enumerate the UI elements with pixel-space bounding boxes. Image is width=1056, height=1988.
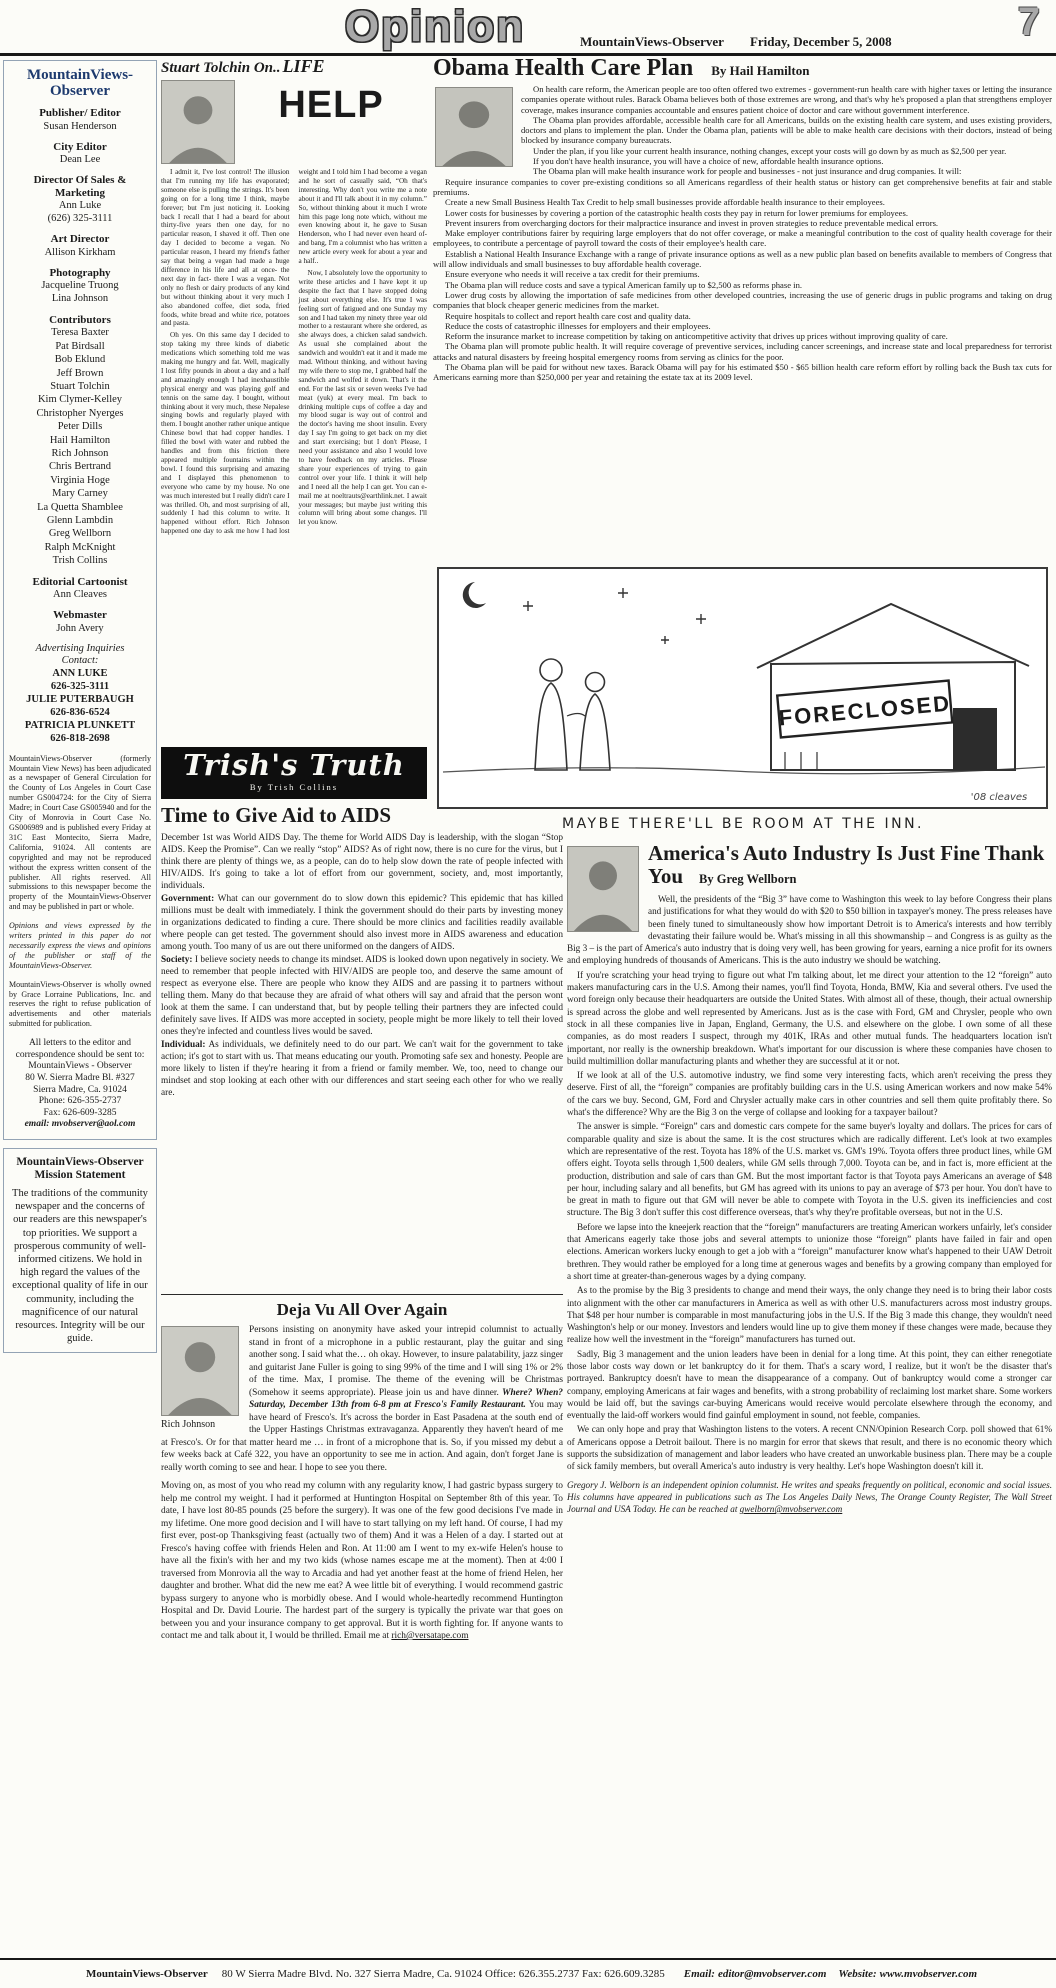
contributor-name: Christopher Nyerges: [36, 407, 124, 419]
auto-paragraph: Sadly, Big 3 management and the union leaders have been in denial for a long time. At this point, they can either renegotiate those labor costs way down or let bankruptcy do it for them. That's a scary word, I realize, but it won't be the disaster that's portrayed. Bankruptcy doesn't have to mean the disappearance of a company. Out of bankruptcy would come a stronger car company, employing Americans at fair wages and benefits, with a strong probability of reclaiming lost market share. Some workers would be laid off, but the savings car-buying Americans would receive would percolate elsewhere through the economy, and eventually the laid-off workers would find gainful employment in sound, not feeble, companies.: [567, 1348, 1052, 1421]
tolchin-header-row: [161, 80, 427, 164]
auto-body: [567, 893, 1052, 1473]
greg-wellborn-photo: [567, 846, 639, 932]
contributor-name: Stuart Tolchin: [50, 380, 110, 392]
contributor-name: Glenn Lambdin: [46, 515, 114, 526]
footer-paper-name: MountainViews-Observer: [85, 1968, 208, 1980]
advertising-contact: ANN LUKE: [52, 667, 108, 679]
dejavu-headline: Deja Vu All Over Again: [276, 1300, 448, 1319]
contributor-name: Rich Johnson: [51, 447, 109, 459]
tolchin-paragraph: I admit it, I've lost control! The illusion that I'm running my life has evaporated; someone else is pulling the strings. It's been going on for a long time I think, maybe forever; but I'm just noticing it. Looking back I recall that I had a beard for about thirty-five years then one day, for no particular reason, I shaved it off. Then one day I decided to become a vegan. No particular reason, I heard my friend's father say that being a vegan had made a huge difference in his life and all at once- the next day in fact- there I was a vegan. Not only no flesh or dairy products of any kind but without thinking about it very much I also abandoned coffee, diet soda, fried foods, white bread and white rice, potatoes and pasta.: [161, 168, 290, 328]
auto-author-bio: [567, 1479, 1052, 1516]
obama-paragraph: The Obama plan will make health insurance work for people and businesses - not just insurance and drug companies. It will:: [533, 166, 962, 177]
masthead-sidebar: [3, 60, 157, 1353]
obama-paragraph: The Obama plan will reduce costs and save a typical American family up to $2,500 as reforms phase in.: [445, 279, 803, 290]
cartoon-caption: MAYBE THERE'LL BE ROOM AT THE INN.: [561, 816, 925, 832]
contributors-label: Contributors: [49, 313, 111, 326]
footer-address: 80 W Sierra Madre Blvd. No. 327 Sierra Madre, Ca. 91024 Office: 626.355.2737 Fax: 626.609.3285: [221, 1968, 665, 1980]
greg-wellborn-email-link: gwelborn@mvobserver.com: [739, 1504, 843, 1515]
aids-society-lead: Society:: [161, 955, 193, 965]
footer-email-label: Email:: [683, 1968, 715, 1980]
mission-title-1: MountainViews-Observer: [16, 1155, 144, 1168]
rich-johnson-photo: [161, 1326, 239, 1416]
aids-government-paragraph: [161, 893, 563, 953]
obama-paragraph: Prevent insurers from overcharging doctors for their malpractice insurance and invest in proven strategies to reduce preventable medical errors.: [445, 217, 939, 228]
obama-headline: Obama Health Care Plan: [433, 55, 694, 81]
obama-paragraph: Reduce the costs of catastrophic illnesses for employers and their employees.: [445, 320, 711, 331]
aids-government-lead: Government:: [161, 894, 215, 904]
cartoon-doorway: [953, 708, 997, 770]
obama-paragraph: Lower drug costs by allowing the importation of safe medicines from other developed countries, increasing the use of generic drugs in public programs and taking on drug companies that block cheaper generic medicines from the market.: [433, 289, 1052, 311]
aids-government-text: What can our government do to slow down this epidemic? This epidemic that has killed millions must be dealt with immediately. I think the government should do their parts by investing money in organizations dedicated to finding a cure. There should be more clinics and facilities readily available where people can get tested. The government should also invest more in AIDS awareness and education among youth. Too many of us are out there uniformed on the dangers of AIDS.: [161, 894, 563, 952]
tolchin-headline: HELP: [278, 84, 384, 126]
aids-article: [161, 802, 563, 1292]
sales-director-phone: (626) 325-3111: [47, 213, 113, 224]
contributor-name: Kim Clymer-Kelley: [37, 394, 123, 406]
contributors-list: [9, 326, 151, 567]
aids-body: [161, 832, 563, 1099]
auto-industry-article: [567, 842, 1052, 1856]
advertising-contact: PATRICIA PLUNKETT: [24, 719, 136, 731]
letters-block: [9, 1038, 151, 1131]
publisher-label: Publisher/ Editor: [39, 107, 121, 119]
advertising-contacts: [9, 667, 151, 745]
city-editor-label: City Editor: [53, 140, 107, 153]
legal-text-1: MountainViews-Observer (formerly Mountain View News) has been adjudicated as a newspaper of General Circulation for the County of Los Angeles in Court Case number GS004724: for the City of Sierra Madre; in Court Case GS005940 and for the City of Monrovia in Court Case No. GS006989 and is published every Friday at 31C East Montecito, Sierra Madre, California, 91024. All contents are copyrighted and may not be reproduced without the express written consent of the publisher. All rights reserved. All submissions to this newspaper become the property of the MountainViews-Observer and may be published in part or whole.: [9, 753, 151, 912]
mission-statement-box: [3, 1148, 157, 1353]
mission-title-2: Mission Statement: [34, 1168, 126, 1181]
art-director-name: Allison Kirkham: [44, 246, 116, 258]
auto-paragraph: The answer is simple. “Foreign” cars and domestic cars compete for the same buyer's loyalty and dollars. The prices for cars of comparable quality and size is about the same. It is the cost structures which are radically different. Let's look at two examples which are representative of the rest. Toyota has 18% of the U.S. market vs. GM's 19%. Toyota offers three product lines, while GM offers eight. Toyota sells through 1,500 dealers, while GM sells through 7,000. Toyota can be, and in fact is, more efficient at the production, distribution and sale of cars than GM. But the most important factor is that Toyota pays Americans an average of $48 per hour, including salary and all benefits, but GM has agreed with its unions to pay an average of $73 per hour. You don't have to be great in math to figure out that GM will never be able to compete with Toyota in the U.S. given its inefficiencies and cost structure. The Big 3 don't suffer this cost difference overseas, that's why they're profitable overseas, but not in the U.S.: [567, 1121, 1052, 1218]
aids-individual-lead: Individual:: [161, 1040, 206, 1050]
letters-address-line: Sierra Madre, Ca. 91024: [33, 1084, 127, 1095]
letters-address-line: Fax: 626-609-3285: [43, 1107, 117, 1118]
cartoon-drawing: [433, 566, 1052, 838]
portrait-silhouette-icon: [162, 1327, 238, 1415]
aids-society-text: I believe society needs to change its mindset. AIDS is looked down upon negatively in society. We need to remember that people infected with HIV/AIDS are people too, and deserve the same amount of respect as everyone else. There are people who know they AIDS and are passing it to partners without telling them. Many do that because they are afraid of what others will say and afraid that the person wont look at them the same. I can understand that, but by people telling their partners they are infected could definitely save lives. If AIDS was more accepted in society, people might be more likely to tell their loved ones they're infected and countless lives would be saved.: [161, 955, 563, 1037]
aids-intro-paragraph: [161, 832, 563, 892]
auto-paragraph: If you're scratching your head trying to figure out what I'm talking about, let me direct your attention to the 12 “foreign” auto makers manufacturing cars in the U.S. Among their names, you'll find Toyota, Honda, BMW, Kia and several others. I've used the word foreign only because their headquarters are outside the United States. With almost all of these, though, their actual ownership is spread across the globe and well represented by Americans. Just as is the case with Ford, GM and Chrysler, people who own stock in all these companies live in Japan, England, Germany, the U.S. and elsewhere on the globe. I own some of all these companies, as do most readers I suspect, through my 401K, IRAs and other mutual funds. The headquarters location isn't important, nor really is the ownership breakdown. What's important for our discussion is where these companies have chosen to build multimillion dollar manufacturing plants and whether they are successful at it or not.: [567, 969, 1052, 1066]
obama-body: [433, 84, 1052, 383]
cartoon-signature: '08 cleaves: [970, 792, 1028, 803]
letters-address: [9, 1061, 151, 1119]
trish-banner-byline: By Trish Collins: [249, 782, 339, 792]
auto-paragraph: We can only hope and pray that Washington listens to the voters. A recent CNN/Opinion Research Corp. poll showed that 61% of Americans oppose a Detroit bailout. There is no margin for error that skews that result, and there is no economic theory which supports the subsidization of management and labor leaders who have created an unworkable business plan. There may be a couple of sick family members, but overall America's auto industry is very healthy. Let's hope Washington doesn't kill it.: [567, 1424, 1052, 1472]
city-editor-name: Dean Lee: [59, 154, 101, 165]
contributor-name: Ralph McKnight: [44, 541, 116, 553]
advertising-label: [9, 643, 151, 667]
contributor-name: Pat Birdsall: [55, 340, 105, 352]
letters-intro: All letters to the editor and correspondence should be sent to:: [15, 1038, 145, 1060]
photographer-name: Lina Johnson: [51, 293, 109, 305]
sales-director-name: Ann Luke: [58, 200, 102, 211]
section-title: Opinion: [344, 2, 526, 51]
obama-paragraph: Under the plan, if you like your current health insurance, nothing changes, except your costs will go down by as much as $2,500 per year.: [533, 145, 1007, 156]
dejavu-event-details: Where? When? Saturday, December 13th from 6-8 pm at Fresco's Family Restaurant.: [249, 1387, 563, 1410]
obama-paragraph: Reform the insurance market to increase competition by taking on anticompetitive activity that drives up prices without improving quality of care.: [445, 331, 948, 342]
masthead-box: [3, 60, 157, 1140]
tolchin-paragraph: Now, I absolutely love the opportunity to write these articles and I have kept it up despite the fact that I have stopped doing just about everything else. It's true I was feeling sort of fatigued and one Sunday my son and I had taken my ninety three year old mother to a restaurant where she ordered, as she always does, a chicken salad sandwich. As usual she complained about the sandwich and wouldn't eat it and it made me mad. Without thinking, and without having my wife there to stop me, I grabbed half the sandwich and wolfed it down. That's it the end. For the last six or seven weeks I've had meat (yuk) at every meal. I'm back to drinking multiple cups of coffee a day and my blood sugar is way out of control and the doctor's having me shoot insulin. Every day I say I'm going to get back on my diet and start exercising; but I don't Please, I need your assistance and also I would love to have feedback on my articles. Please share your experiences of trying to gain control over your life. I think it will help and I need all the help I can get. You can e-mail me at noeltrauts@earthlink.net. I await your messages; but maybe just writing this column will bring about some changes. I'll let you know.: [298, 268, 427, 527]
tolchin-kicker: [161, 57, 427, 78]
advertising-label-line2: Contact:: [61, 654, 99, 666]
mission-text: The traditions of the community newspaper and the concerns of our readers are this newspaper's top priorities. We support a prosperous community of well-informed citizens. We hold in high regard the values of the exceptional quality of life in our community, including the magnificence of our natural resources. Integrity will be our guide.: [12, 1187, 148, 1345]
aids-society-paragraph: [161, 954, 563, 1038]
trish-banner-title: Trish's Truth: [183, 748, 405, 782]
page-number: 7: [1017, 0, 1040, 44]
contributor-name: Teresa Baxter: [51, 327, 109, 339]
letters-address-line: MountainViews - Observer: [28, 1061, 132, 1072]
tolchin-kicker-text: Stuart Tolchin On..: [161, 60, 281, 76]
letters-address-line: Phone: 626-355-2737: [38, 1096, 122, 1107]
contributor-name: Jeff Brown: [56, 367, 104, 379]
obama-paragraph: Require insurance companies to cover pre-existing conditions so all Americans regardless of their health status or history can get comprehensive benefits at fair and stable premiums.: [433, 176, 1052, 197]
obama-article: [433, 55, 1052, 565]
letters-email: email: mvobserver@aol.com: [24, 1119, 136, 1130]
obama-byline: By Hail Hamilton: [711, 63, 810, 78]
obama-paragraph: The Obama plan will be paid for without new taxes. Barack Obama will pay for his estimated $50 - $65 billion health care reform effort by rolling back the Bush tax cuts for Americans earning more than $250,000 per year and retaining the estate tax at its 2009 level.: [433, 362, 1052, 383]
contributor-name: Hail Hamilton: [49, 434, 111, 446]
dejavu-p1-text-2: You may have heard of Fresco's. It's across the border in East Pasadena at the south end of the Upper Hastings Christmas extravaganza. Apparently they haven't heard of me at Fresco's. Or for that matter heard me … in front of a microphone that is. So, if you missed my debut a few weeks back at Café 322, you have an opportunity to see me in action. And again, don't forget Jane is really worth coming to see and hear. I hope to see you there.: [161, 1400, 563, 1473]
auto-paragraph: Before we lapse into the kneejerk reaction that the “foreign” manufacturers are treating American workers unfairly, let's consider that Americans eagerly take those jobs and several attempts to unionize those “foreign” plants have failed in fair and open elections. American workers lucky enough to get a job with a “foreign” manufacturer know what's happened to their UAW Detroit brethren. They would rather be employed for a long time at generous wages and benefits by a growing company than employed for a short time at greater-than-generous wages by a dying company.: [567, 1221, 1052, 1281]
footer-website-link: www.mvobserver.com: [879, 1968, 978, 1980]
contributor-name: Greg Wellborn: [48, 528, 112, 540]
cartoonist-label: Editorial Cartoonist: [32, 575, 128, 588]
editorial-cartoon: [433, 566, 1052, 838]
obama-paragraph: Establish a National Health Insurance Exchange with a range of private insurance options as well as a new public plan based on benefits available to members of Congress that will allow individuals and small businesses to buy affordable health coverage.: [433, 248, 1052, 270]
auto-bio-text: Gregory J. Welborn is an independent opinion columnist. He writes and speaks frequently on political, economic and social issues. His columns have appeared in publications such as The Los Angeles Daily News, The Orange County Register, The Wall Street Journal and USA Today. He can be reached at: [567, 1479, 1052, 1515]
cartoonist-name: Ann Cleaves: [53, 589, 107, 601]
tolchin-kicker-topic: LIFE: [282, 57, 325, 76]
auto-paragraph: If we look at all of the U.S. automotive industry, we find some very interesting facts, which aren't receiving the press they deserve. First of all, the “foreign” companies are profitably building cars in the U.S. using American workers and now make 54% of the cars we buy. Second, GM, Ford and Chrysler actually make cars in other countries and sell them quite profitably there. So what's the difference? Why are the Big 3 on the verge of collapse and looking for a taxpayer bailout?: [567, 1070, 1052, 1118]
obama-paragraph: Require hospitals to collect and report health care cost and quality data.: [445, 310, 691, 321]
contributor-name: Virginia Hoge: [50, 474, 110, 486]
tolchin-column: [161, 57, 427, 747]
header-paper-name: MountainViews-Observer: [580, 34, 724, 49]
aids-intro-text: December 1st was World AIDS Day. The theme for World AIDS Day is leadership, with the slogan “Stop AIDS. Keep the Promise”. Can we really “stop” AIDS? As of right now, there is no cure for the virus, but I think there are plenty of things we, as a people, can do to help slow down the rate of people infected with HIV/AIDS. It's going to take a lot of effort from our government, society, and, most importantly, individuals.: [161, 833, 563, 891]
publisher-name: Susan Henderson: [43, 120, 117, 132]
auto-paragraph: As to the promise by the Big 3 presidents to change and mend their ways, the only change they need is to bring their labor costs into alignment with the other car manufacturers in America as well as with other U.S. manufacturers across most industry groups. That $48 per hour number is comparable in most manufacturing jobs in the U.S. If the Big 3 made this change, they wouldn't need Washington's help or our money. Investors and lenders would line up to give them money if these changes were made, because they realize how well the investment in the “foreign” manufacturers has turned out.: [567, 1285, 1052, 1345]
obama-paragraph: If you don't have health insurance, you will have a choice of new, affordable health insurance options.: [533, 156, 884, 167]
photography-names: [9, 279, 151, 306]
advertising-contact: 626-325-3111: [50, 680, 110, 692]
aids-headline: Time to Give Aid to AIDS: [161, 803, 392, 827]
legal-text-2: MountainViews-Observer is wholly owned by Grace Lorraine Publications, Inc. and reserves the right to refuse publication of advertisements and other materials submitted for publication.: [9, 979, 151, 1029]
auto-byline: By Greg Wellborn: [699, 872, 797, 886]
portrait-silhouette-icon: [568, 847, 638, 931]
legal-text-italic: Opinions and views expressed by the writers printed in this paper do not necessarily express the views and opinions of the publisher or staff of the MountainViews-Observer.: [9, 921, 151, 970]
rich-johnson-photo-block: [161, 1326, 241, 1431]
obama-paragraph: Make employer contributions fairer by requiring large employers that do not offer coverage, or make a meaningful contribution to the cost of quality health coverage for their employees, to contribute a percentage of payroll toward the costs of their employee's health care.: [433, 228, 1052, 249]
aids-individual-text: As individuals, we definitely need to do our part. We can't wait for the government to take action; it's got to start with us. That means educating our youth. Promoting safe sex and honesty. People are more likely to listen if they're hearing it from a friend or family member. We, too, need to change our mindset and stop looking at each other with our differences and start seeing each other for who we really are.: [161, 1040, 563, 1098]
photography-label: Photography: [49, 266, 111, 279]
obama-paragraph: On health care reform, the American people are too often offered two extremes - government-run health care with higher taxes or letting the insurance companies operate without rules. Barack Obama believes both of those extremes are wrong, and that's why he's proposed a plan that strengthens employer coverage, makes insurance companies accountable and ensures patient choice of doctor and care without government interference.: [521, 84, 1052, 115]
cartoon-sign-text: FORECLOSED: [777, 690, 953, 731]
contributor-name: Bob Eklund: [54, 354, 106, 366]
page-footer: [0, 1958, 1056, 1988]
stuart-tolchin-photo: [161, 80, 235, 164]
contributor-name: Trish Collins: [52, 555, 108, 567]
photographer-name: Jacqueline Truong: [41, 280, 119, 291]
advertising-label-line1: Advertising Inquiries: [35, 642, 125, 654]
advertising-contact: 626-836-6524: [50, 706, 110, 718]
obama-paragraph: The Obama plan provides affordable, accessible health care for all Americans, builds on the existing health care system, and uses existing providers, doctors and plans to implement the plan. Under the Obama plan, patients will be able to make health care decisions with their doctors, instead of being blocked by insurance company bureaucrats.: [521, 114, 1052, 146]
portrait-silhouette-icon: [436, 88, 512, 166]
dejavu-p1-text: Persons insisting on anonymity have asked your intrepid columnist to actually stand in front of a microphone in a public restaurant, play the guitar and sing another song. I said what the… oh okay. However, to insure palatability, jazz singer and guitarist Jane Fuller is going to sing 99% of the time and I will sing 1% or 2% of the time. Max, I promise. The theme of the evening will be Christmas (Somehow it seems appropriate). Please join us and have dinner.: [249, 1325, 563, 1398]
contributor-name: La Quetta Shamblee: [37, 501, 123, 513]
dejavu-paragraph: [161, 1480, 563, 1643]
tolchin-body: [161, 168, 427, 747]
obama-paragraph: Ensure everyone who needs it will receive a tax credit for their premiums.: [445, 269, 700, 280]
contributor-name: Mary Carney: [52, 488, 108, 500]
rich-johnson-email-link: rich@versatape.com: [391, 1631, 469, 1641]
art-director-label: Art Director: [50, 233, 110, 245]
webmaster-name: John Avery: [56, 622, 104, 634]
aids-individual-paragraph: [161, 1039, 563, 1099]
header-date: Friday, December 5, 2008: [749, 34, 892, 49]
portrait-silhouette-icon: [162, 81, 234, 163]
dejavu-article: [161, 1294, 563, 1912]
trish-truth-banner: [161, 747, 427, 799]
advertising-contact: JULIE PUTERBAUGH: [26, 693, 134, 705]
obama-paragraph: The Obama plan will promote public health. It will require coverage of preventive services, including cancer screenings, and increase state and local preparedness for terrorist attacks and natural disasters by freeing hospital emergency rooms from serving as clinics for the poor.: [433, 341, 1052, 362]
masthead-title: MountainViews-Observer: [26, 67, 134, 99]
header-meta: [580, 34, 918, 50]
contributor-name: Peter Dills: [57, 421, 103, 433]
advertising-contact: 626-818-2698: [50, 732, 110, 744]
auto-headline: America's Auto Industry Is Just Fine Thank You: [648, 842, 1045, 888]
dejavu-p2-text: Moving on, as most of you who read my column with any regularity know, I had gastric bypass surgery to help me control my weight. I had it performed at Huntington Hospital on September 8th of this year. To date, I have lost 80-85 pounds (25 before the surgery). It was one of the few good decisions I've made in my lifetime. One more good decision and I will have to start tallying on my left hand. Of course, I had my first ever, post-op Thanksgiving feast (actually two of them) And it was a Helen of a day. I started out at Fresco's having coffee with friends Helen and Ron. At 11:00 am I went to my ex-wife Helen's house to have all the fixin's with her and my two kids (whose names escape me at the moment). Then at 4:00 I traversed from Monrovia all the way to Arcadia and had yet another feast at the home of friend Helen, her daughter and brother. What did the new me eat? A wee little bit of everything. I would recommend gastric bypass surgery to anyone who is morbidly obese. And I would whole-heartedly recommend Huntington Hospital and Dr. David Lourie. The hardest part of the surgery is typically the private war that goes on between you and your insurance company to get approval. But it is worth fighting for. If anyone wants to contact me and talk about it, I would be thrilled. Email me at: [161, 1481, 563, 1641]
letters-address-line: 80 W. Sierra Madre Bl. #327: [25, 1072, 135, 1083]
footer-email-link: editor@mvobserver.com: [717, 1968, 827, 1980]
obama-headline-row: [433, 55, 1052, 84]
footer-website-label: Website:: [838, 1968, 877, 1980]
contributor-name: Chris Bertrand: [48, 461, 112, 473]
obama-paragraph: Lower costs for businesses by covering a portion of the catastrophic health costs they pay in return for lower premiums for employees.: [445, 207, 908, 218]
tolchin-paragraph: Oh yes. On this same day I decided to stop taking my three kinds of diabetic medications which something told me was making me hungry and fat. Well, magically I lost fifty pounds in about a day and a half and amazingly enough I had inexhaustible physical energy and was playing golf and tennis on the same day. I bought, without thinking about it very much, these Nepalese singing bowls and regularly played with them. I bought another rather unique antique Chinese bowl that had copper handles. I filled the bowl with water and rubbed the handles and from this friction there appeared multiple fountains within the bowl. I found this surprising and amazing and I displayed this phenomenon to everyone who came by my house. No one was much interested but I really didn't care I was thrilled. Oh, and most surprising of all, suddenly I had this column to write. It happened without effort. Rich Johnson happened one day to ask me how I had lost weight and I told him I had become a vegan and he sort of casually said, “Oh that's interesting. Why don't you write me a note about it and I'll talk about it in my column.” So, without thinking about it much I wrote him this page long note which, without me even knowing about it, he gave to Susan Henderson, who I had never even heard of- and bang, I'm a columnist who has written a new article every week for about a year and a half..: [161, 168, 427, 536]
rich-johnson-photo-caption: Rich Johnson: [161, 1419, 216, 1430]
auto-paragraph: Well, the presidents of the “Big 3” have come to Washington this week to lay before Congress their plans and justifications for what they would do with $20 to $50 billion in taxpayer's money. The press releases have been finely tuned to simultaneously show how important Detroit is to America's interests and how terribly devastating their failure would be. What's missing in all this showmanship – and Congress is as guilty as the Big 3 – is the part of America's auto industry that is doing very well, has been growing for years, earning a nice profit for its owners and employing hundreds of thousands of Americans. This is the auto industry we should be watching.: [567, 894, 1052, 966]
hail-hamilton-photo: [435, 87, 513, 167]
obama-paragraph: Create a new Small Business Health Tax Credit to help small businesses provide affordable health insurance to their employees.: [445, 197, 885, 208]
sales-director-label: Director Of Sales & Marketing: [33, 174, 127, 199]
webmaster-label: Webmaster: [53, 609, 107, 622]
